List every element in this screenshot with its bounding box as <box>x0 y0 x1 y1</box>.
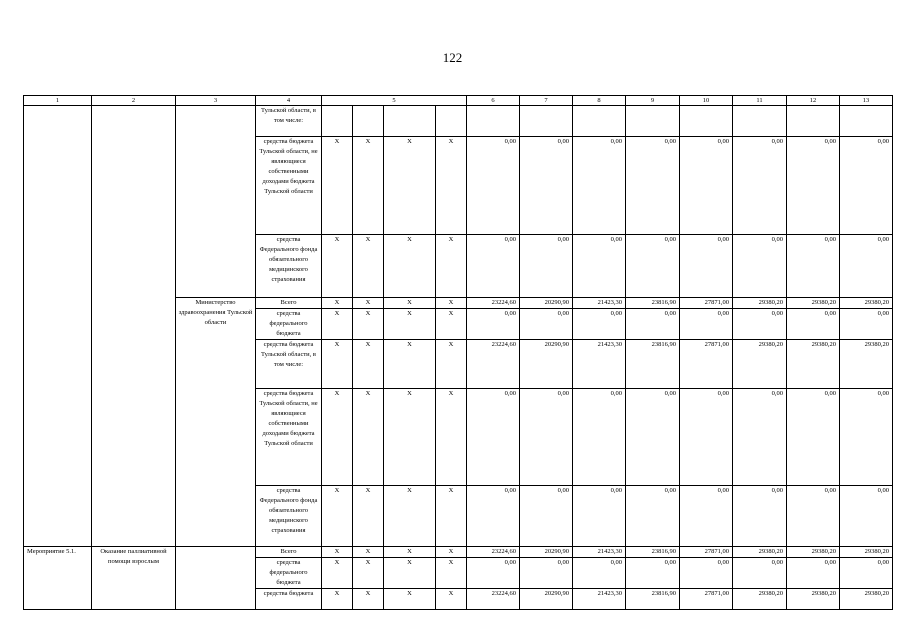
value-cell: 0,00 <box>840 137 893 235</box>
value-cell <box>733 106 787 137</box>
column-number: 9 <box>626 96 680 106</box>
value-cell: 0,00 <box>520 235 573 298</box>
funding-source-cell: средства федерального бюджета <box>256 558 322 589</box>
value-cell: 0,00 <box>680 486 733 547</box>
mark-cell: X <box>436 486 467 547</box>
mark-cell: X <box>384 558 436 589</box>
mark-cell: X <box>322 235 353 298</box>
mark-cell: X <box>436 589 467 610</box>
mark-cell: X <box>436 340 467 389</box>
mark-cell: X <box>322 389 353 486</box>
value-cell: 29380,20 <box>733 298 787 309</box>
mark-cell: X <box>353 298 384 309</box>
column-number: 7 <box>520 96 573 106</box>
mark-cell: X <box>353 309 384 340</box>
measure-cell <box>24 106 92 547</box>
mark-cell <box>384 106 436 137</box>
value-cell: 0,00 <box>840 558 893 589</box>
mark-cell <box>322 106 353 137</box>
value-cell <box>573 106 626 137</box>
value-cell: 0,00 <box>680 558 733 589</box>
mark-cell: X <box>353 558 384 589</box>
table-row <box>24 106 893 137</box>
funding-source-cell: Всего <box>256 298 322 309</box>
value-cell: 0,00 <box>733 137 787 235</box>
value-cell: 29380,20 <box>840 340 893 389</box>
value-cell: 29380,20 <box>733 589 787 610</box>
funding-source-cell: Тульской области, в том числе: <box>256 106 322 137</box>
value-cell: 29380,20 <box>733 340 787 389</box>
value-cell: 23224,60 <box>467 298 520 309</box>
value-cell: 29380,20 <box>787 547 840 558</box>
table-row <box>24 547 893 558</box>
value-cell: 20290,90 <box>520 589 573 610</box>
value-cell: 0,00 <box>840 309 893 340</box>
value-cell: 0,00 <box>626 235 680 298</box>
value-cell <box>467 106 520 137</box>
value-cell: 0,00 <box>733 235 787 298</box>
value-cell: 21423,30 <box>573 547 626 558</box>
column-number: 8 <box>573 96 626 106</box>
value-cell: 23816,90 <box>626 547 680 558</box>
value-cell: 23816,90 <box>626 298 680 309</box>
mark-cell: X <box>436 298 467 309</box>
column-number: 3 <box>176 96 256 106</box>
value-cell: 20290,90 <box>520 298 573 309</box>
funding-source-cell: средства Федерального фонда обязательного медицинского страхования <box>256 235 322 298</box>
value-cell: 20290,90 <box>520 547 573 558</box>
value-cell: 27871,00 <box>680 589 733 610</box>
value-cell: 0,00 <box>467 235 520 298</box>
value-cell: 0,00 <box>840 389 893 486</box>
executor-cell <box>176 106 256 298</box>
mark-cell: X <box>384 137 436 235</box>
value-cell: 0,00 <box>520 137 573 235</box>
mark-cell: X <box>384 389 436 486</box>
value-cell <box>680 106 733 137</box>
name-cell <box>92 106 176 547</box>
mark-cell: X <box>353 589 384 610</box>
value-cell: 0,00 <box>573 235 626 298</box>
mark-cell: X <box>322 340 353 389</box>
column-number: 11 <box>733 96 787 106</box>
column-number: 12 <box>787 96 840 106</box>
value-cell: 27871,00 <box>680 340 733 389</box>
value-cell: 0,00 <box>840 235 893 298</box>
value-cell: 0,00 <box>733 486 787 547</box>
value-cell: 0,00 <box>733 309 787 340</box>
mark-cell: X <box>322 558 353 589</box>
value-cell: 0,00 <box>680 389 733 486</box>
value-cell: 0,00 <box>626 137 680 235</box>
mark-cell: X <box>322 298 353 309</box>
value-cell: 0,00 <box>467 558 520 589</box>
executor-cell: Министерство здравоохранения Тульской области <box>176 298 256 547</box>
value-cell: 0,00 <box>787 558 840 589</box>
value-cell: 0,00 <box>520 486 573 547</box>
mark-cell: X <box>353 137 384 235</box>
mark-cell: X <box>353 547 384 558</box>
funding-source-cell: средства бюджета Тульской области, не являющиеся собственными доходами бюджета Тульской области <box>256 137 322 235</box>
mark-cell: X <box>353 340 384 389</box>
mark-cell: X <box>384 340 436 389</box>
mark-cell: X <box>436 547 467 558</box>
value-cell: 21423,30 <box>573 298 626 309</box>
value-cell: 29380,20 <box>787 298 840 309</box>
value-cell: 29380,20 <box>787 340 840 389</box>
value-cell: 21423,30 <box>573 589 626 610</box>
value-cell <box>626 106 680 137</box>
value-cell: 0,00 <box>787 486 840 547</box>
mark-cell: X <box>436 558 467 589</box>
funding-source-cell: средства Федерального фонда обязательного медицинского страхования <box>256 486 322 547</box>
mark-cell: X <box>353 389 384 486</box>
value-cell <box>840 106 893 137</box>
column-number: 1 <box>24 96 92 106</box>
value-cell: 0,00 <box>787 309 840 340</box>
value-cell <box>787 106 840 137</box>
value-cell: 0,00 <box>520 389 573 486</box>
value-cell: 29380,20 <box>840 298 893 309</box>
value-cell: 23224,60 <box>467 589 520 610</box>
value-cell: 23816,90 <box>626 340 680 389</box>
mark-cell: X <box>322 309 353 340</box>
value-cell: 0,00 <box>573 137 626 235</box>
funding-source-cell: средства бюджета Тульской области, в том числе: <box>256 340 322 389</box>
mark-cell: X <box>436 235 467 298</box>
measure-cell: Мероприятие 5.1. <box>24 547 92 610</box>
value-cell: 0,00 <box>680 235 733 298</box>
value-cell: 27871,00 <box>680 547 733 558</box>
value-cell: 0,00 <box>787 389 840 486</box>
column-number: 5 <box>322 96 467 106</box>
value-cell: 0,00 <box>626 309 680 340</box>
value-cell: 20290,90 <box>520 340 573 389</box>
value-cell: 0,00 <box>573 486 626 547</box>
value-cell: 0,00 <box>467 389 520 486</box>
column-number-row <box>24 96 893 106</box>
executor-cell <box>176 547 256 610</box>
mark-cell: X <box>384 547 436 558</box>
value-cell: 0,00 <box>520 309 573 340</box>
mark-cell: X <box>322 589 353 610</box>
mark-cell: X <box>322 547 353 558</box>
value-cell: 21423,30 <box>573 340 626 389</box>
funding-source-cell: Всего <box>256 547 322 558</box>
column-number: 13 <box>840 96 893 106</box>
value-cell: 0,00 <box>680 309 733 340</box>
value-cell: 23224,60 <box>467 340 520 389</box>
funding-source-cell: средства федерального бюджета <box>256 309 322 340</box>
value-cell: 0,00 <box>573 309 626 340</box>
value-cell: 0,00 <box>467 309 520 340</box>
value-cell <box>520 106 573 137</box>
value-cell: 0,00 <box>840 486 893 547</box>
mark-cell: X <box>436 137 467 235</box>
column-number: 10 <box>680 96 733 106</box>
mark-cell: X <box>436 309 467 340</box>
value-cell: 0,00 <box>573 558 626 589</box>
value-cell: 29380,20 <box>787 589 840 610</box>
value-cell: 0,00 <box>467 137 520 235</box>
column-number: 2 <box>92 96 176 106</box>
mark-cell: X <box>322 486 353 547</box>
mark-cell: X <box>436 389 467 486</box>
mark-cell: X <box>384 298 436 309</box>
value-cell: 0,00 <box>787 137 840 235</box>
value-cell: 23224,60 <box>467 547 520 558</box>
value-cell: 29380,20 <box>733 547 787 558</box>
value-cell: 0,00 <box>573 389 626 486</box>
page-number: 122 <box>442 50 463 65</box>
value-cell: 0,00 <box>626 558 680 589</box>
mark-cell: X <box>353 486 384 547</box>
value-cell: 0,00 <box>787 235 840 298</box>
value-cell: 0,00 <box>733 558 787 589</box>
budget-table <box>23 95 893 610</box>
mark-cell: X <box>384 235 436 298</box>
funding-source-cell: средства бюджета <box>256 589 322 610</box>
value-cell: 0,00 <box>467 486 520 547</box>
value-cell: 29380,20 <box>840 547 893 558</box>
mark-cell: X <box>384 589 436 610</box>
value-cell: 0,00 <box>733 389 787 486</box>
value-cell: 23816,90 <box>626 589 680 610</box>
value-cell: 27871,00 <box>680 298 733 309</box>
mark-cell: X <box>384 309 436 340</box>
value-cell: 0,00 <box>626 486 680 547</box>
value-cell: 0,00 <box>626 389 680 486</box>
mark-cell: X <box>322 137 353 235</box>
value-cell: 29380,20 <box>840 589 893 610</box>
mark-cell <box>353 106 384 137</box>
value-cell: 0,00 <box>680 137 733 235</box>
funding-source-cell: средства бюджета Тульской области, не являющиеся собственными доходами бюджета Тульской области <box>256 389 322 486</box>
column-number: 4 <box>256 96 322 106</box>
mark-cell: X <box>353 235 384 298</box>
mark-cell: X <box>384 486 436 547</box>
name-cell: Оказание паллиативной помощи взрослым <box>92 547 176 610</box>
column-number: 6 <box>467 96 520 106</box>
mark-cell <box>436 106 467 137</box>
value-cell: 0,00 <box>520 558 573 589</box>
